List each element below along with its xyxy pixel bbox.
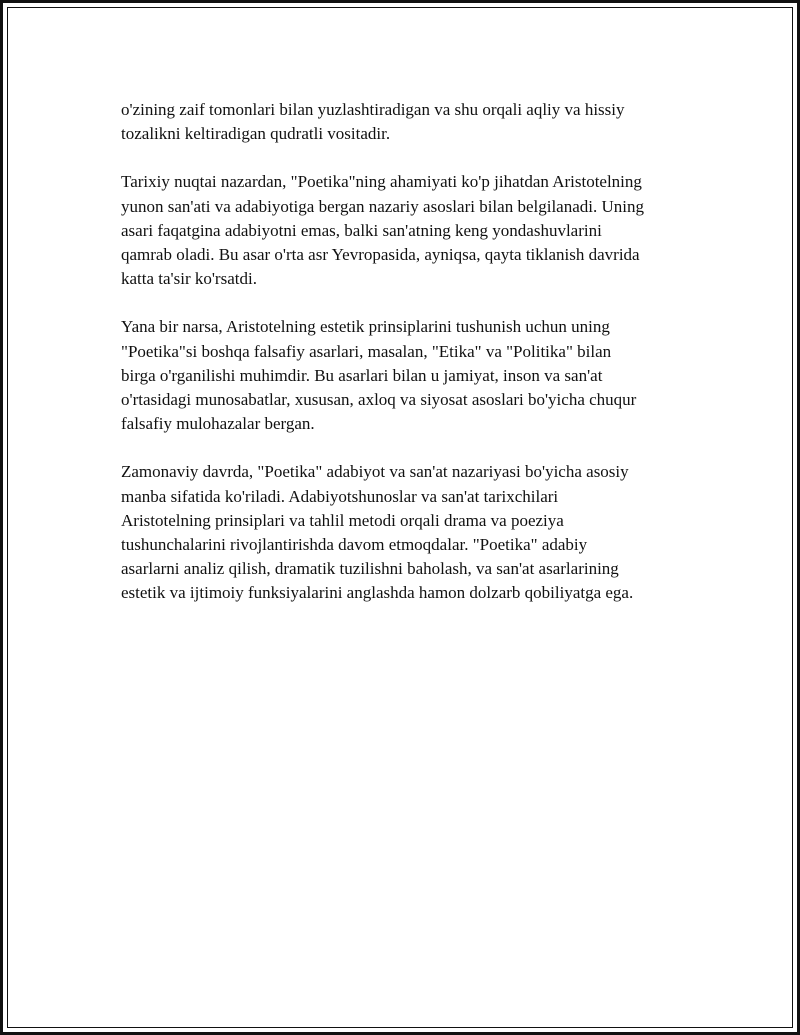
text-line: katta ta'sir ko'rsatdi. — [121, 269, 257, 289]
text-line: Yana bir narsa, Aristotelning estetik prinsiplarini tushunish uchun uning — [121, 317, 610, 337]
text-line: Tarixiy nuqtai nazardan, "Poetika"ning ahamiyati ko'p jihatdan Aristotelning — [121, 172, 642, 192]
text-line: o'rtasidagi munosabatlar, xususan, axloq va siyosat asoslari bo'yicha chuqur — [121, 390, 637, 410]
text-line: tushunchalarini rivojlantirishda davom etmoqdalar. "Poetika" adabiy — [121, 535, 588, 555]
text-line: asari faqatgina adabiyotni emas, balki san'atning keng yondashuvlarini — [121, 220, 602, 240]
text-line: estetik va ijtimoiy funksiyalarini anglashda hamon dolzarb qobiliyatga ega. — [121, 583, 634, 603]
text-line: o'zining zaif tomonlari bilan yuzlashtiradigan va shu orqali aqliy va hissiy — [121, 100, 625, 119]
text-line: qamrab oladi. Bu asar o'rta asr Yevropasida, ayniqsa, qayta tiklanish davrida — [121, 245, 640, 265]
paragraph-1 — [121, 98, 691, 146]
text-line: Aristotelning prinsiplari va tahlil metodi orqali drama va poeziya — [121, 510, 564, 530]
paragraph-4 — [121, 460, 691, 605]
text-line: "Poetika"si boshqa falsafiy asarlari, masalan, "Etika" va "Politika" bilan — [121, 341, 612, 361]
paragraph-2 — [121, 170, 691, 291]
text-line: manba sifatida ko'riladi. Adabiyotshunoslar va san'at tarixchilari — [121, 486, 559, 506]
text-line: Zamonaviy davrda, "Poetika" adabiyot va san'at nazariyasi bo'yicha asosiy — [121, 462, 629, 482]
text-line: tozalikni keltiradigan qudratli vositadir. — [121, 124, 391, 144]
paragraph-3 — [121, 315, 691, 436]
text-line: yunon san'ati va adabiyotiga bergan nazariy asoslari bilan belgilanadi. Uning — [121, 196, 644, 216]
text-line: falsafiy mulohazalar bergan. — [121, 414, 315, 434]
text-line: asarlarni analiz qilish, dramatik tuzilishni baholash, va san'at asarlarining — [121, 559, 619, 579]
text-line: birga o'rganilishi muhimdir. Bu asarlari bilan u jamiyat, inson va san'at — [121, 365, 603, 385]
document-body — [121, 98, 691, 630]
